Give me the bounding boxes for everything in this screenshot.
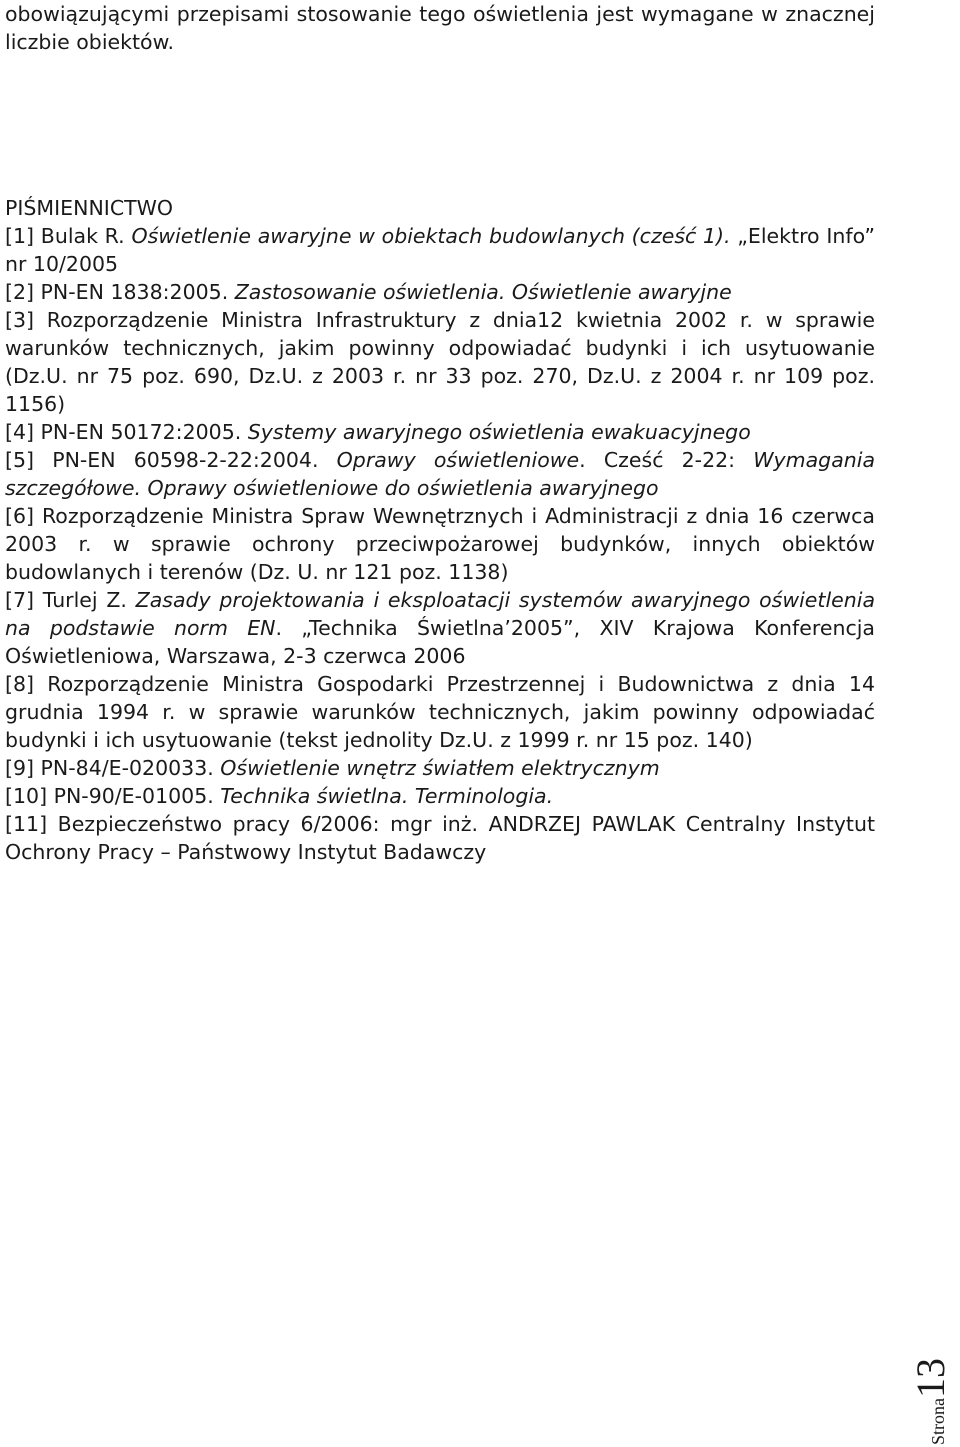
page-number: 13 <box>908 1358 953 1398</box>
reference-text: [8] Rozporządzenie Ministra Gospodarki Przestrzennej i Budownictwa z dnia 14 grudnia 1994 r. w sprawie warunków technicznych, jakim powinny odpowiadać budynki i ich usytuowanie (tekst jednolity Dz.U. z 1999 r. nr 15 poz. 140) <box>5 672 875 752</box>
reference-10 <box>5 782 875 810</box>
bibliography <box>5 194 875 866</box>
reference-text: [4] PN-EN 50172:2005. <box>5 420 248 444</box>
reference-title: Oświetlenie wnętrz światłem elektrycznym <box>220 756 660 780</box>
reference-3 <box>5 306 875 418</box>
reference-text: [9] PN-84/E-020033. <box>5 756 221 780</box>
reference-title: Wymagania szczegółowe. Oprawy oświetleniowe do oświetlenia awaryjnego <box>5 448 876 500</box>
reference-title: Systemy awaryjnego oświetlenia ewakuacyjnego <box>247 420 751 444</box>
reference-text: [10] PN-90/E-01005. <box>5 784 221 808</box>
reference-title: Technika świetlna. Terminologia. <box>220 784 554 808</box>
document-page <box>5 0 875 866</box>
reference-1 <box>5 222 875 278</box>
reference-title: Zastosowanie oświetlenia. Oświetlenie awaryjne <box>234 280 732 304</box>
reference-text: [2] PN-EN 1838:2005. <box>5 280 235 304</box>
reference-text: [6] Rozporządzenie Ministra Spraw Wewnętrznych i Administracji z dnia 16 czerwca 2003 r. w sprawie ochrony przeciwpożarowej budynków, innych obiektów budowlanych i terenów (Dz. U. nr 121 poz. 1138) <box>5 504 875 584</box>
reference-text: [3] Rozporządzenie Ministra Infrastruktury z dnia12 kwietnia 2002 r. w sprawie warunków technicznych, jakim powinny odpowiadać budynki i ich usytuowanie (Dz.U. nr 75 poz. 690, Dz.U. z 2003 r. nr 33 poz. 270, Dz.U. z 2004 r. nr 109 poz. 1156) <box>5 308 875 416</box>
reference-4 <box>5 418 875 446</box>
reference-8 <box>5 670 875 754</box>
reference-7 <box>5 586 875 670</box>
bibliography-heading: PIŚMIENNICTWO <box>5 196 174 220</box>
reference-text: [11] Bezpieczeństwo pracy 6/2006: mgr inż. ANDRZEJ PAWLAK Centralny Instytut Ochrony Pracy – Państwowy Instytut Badawczy <box>5 812 875 864</box>
reference-6 <box>5 502 875 586</box>
page-number-label <box>908 1358 953 1445</box>
reference-title: Oprawy oświetleniowe <box>336 448 580 472</box>
reference-11 <box>5 810 875 866</box>
reference-text: [7] Turlej Z. <box>5 588 136 612</box>
reference-5 <box>5 446 875 502</box>
reference-9 <box>5 754 875 782</box>
reference-text: . Cześć 2-22: <box>579 448 754 472</box>
intro-paragraph: obowiązującymi przepisami stosowanie tego oświetlenia jest wymagane w znacznej liczbie obiektów. <box>5 2 875 54</box>
spacer <box>5 56 875 194</box>
reference-text: [5] PN-EN 60598-2-22:2004. <box>5 448 337 472</box>
reference-text: . „Technika Świetlna’2005”, XIV Krajowa Konferencja Oświetleniowa, Warszawa, 2-3 czerwca 2006 <box>5 616 875 668</box>
reference-title: Oświetlenie awaryjne w obiektach budowlanych (cześć 1). <box>131 224 731 248</box>
page-label: Strona <box>928 1398 948 1445</box>
reference-text: [1] Bulak R. <box>5 224 132 248</box>
reference-text: „Elektro Info” nr 10/2005 <box>5 224 876 276</box>
reference-title: Zasady projektowania i eksploatacji systemów awaryjnego oświetlenia na podstawie norm EN <box>5 588 876 640</box>
reference-2 <box>5 278 875 306</box>
page-footer <box>908 1325 958 1445</box>
